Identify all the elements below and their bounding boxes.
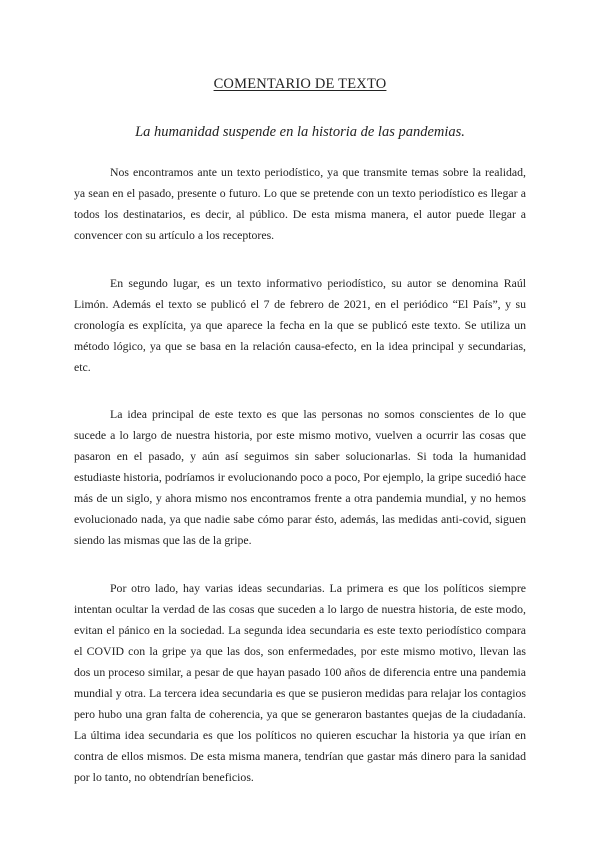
document-title: COMENTARIO DE TEXTO: [213, 76, 387, 92]
paragraph-3: La idea principal de este texto es que las personas no somos conscientes de lo que sucede a lo largo de nuestra historia, por este mismo motivo, vuelven a ocurrir las cosas que pasaron en el pasado, y aún así seguimos sin saber solucionarlas. Si toda la humanidad estudiaste historia, podríamos ir evolucionando poco a poco, Por ejemplo, la gripe sucedió hace más de un siglo, y ahora mismo nos encontramos frente a otra pandemia mundial, y no hemos evolucionado nada, ya que nadie sabe cómo parar ésto, además, las medidas anti-covid, siguen siendo las mismas que las de la gripe.: [74, 407, 526, 547]
document-subtitle: La humanidad suspende en la historia de las pandemias.: [135, 124, 465, 140]
paragraph-2: En segundo lugar, es un texto informativo periodístico, su autor se denomina Raúl Limón. Además el texto se publicó el 7 de febrero de 2021, en el periódico “El País”, y su cronología es explícita, ya que aparece la fecha en la que se publicó este texto. Se utiliza un método lógico, ya que se basa en la relación causa-efecto, en la idea principal y secundarias, etc.: [74, 275, 526, 374]
paragraph-1: Nos encontramos ante un texto periodístico, ya que transmite temas sobre la realidad, ya sean en el pasado, presente o futuro. Lo que se pretende con un texto periodístico es llegar a todos los destinatarios, es decir, al público. De esta misma manera, el autor puede llegar a convencer con su artículo a los receptores.: [74, 165, 526, 242]
paragraph-4: Por otro lado, hay varias ideas secundarias. La primera es que los políticos siempre intentan ocultar la verdad de las cosas que suceden a lo largo de nuestra historia, de este modo, evitan el pánico en la sociedad. La segunda idea secundaria es este texto periodístico compara el COVID con la gripe ya que las dos, son enfermedades, por este mismo motivo, llevan las dos un proceso similar, a pesar de que hayan pasado 100 años de diferencia entre una pandemia mundial y otra. La tercera idea secundaria es que se pusieron medidas para relajar los contagios pero hubo una gran falta de coherencia, ya que se generaron bastantes quejas de la ciudadanía. La última idea secundaria es que los políticos no quieren escuchar la historia ya que irían en contra de ellos mismos. De esta misma manera, tendrían que gastar más dinero para la sanidad por lo tanto, no obtendrían beneficios.: [74, 580, 526, 784]
document-body: [74, 162, 526, 814]
